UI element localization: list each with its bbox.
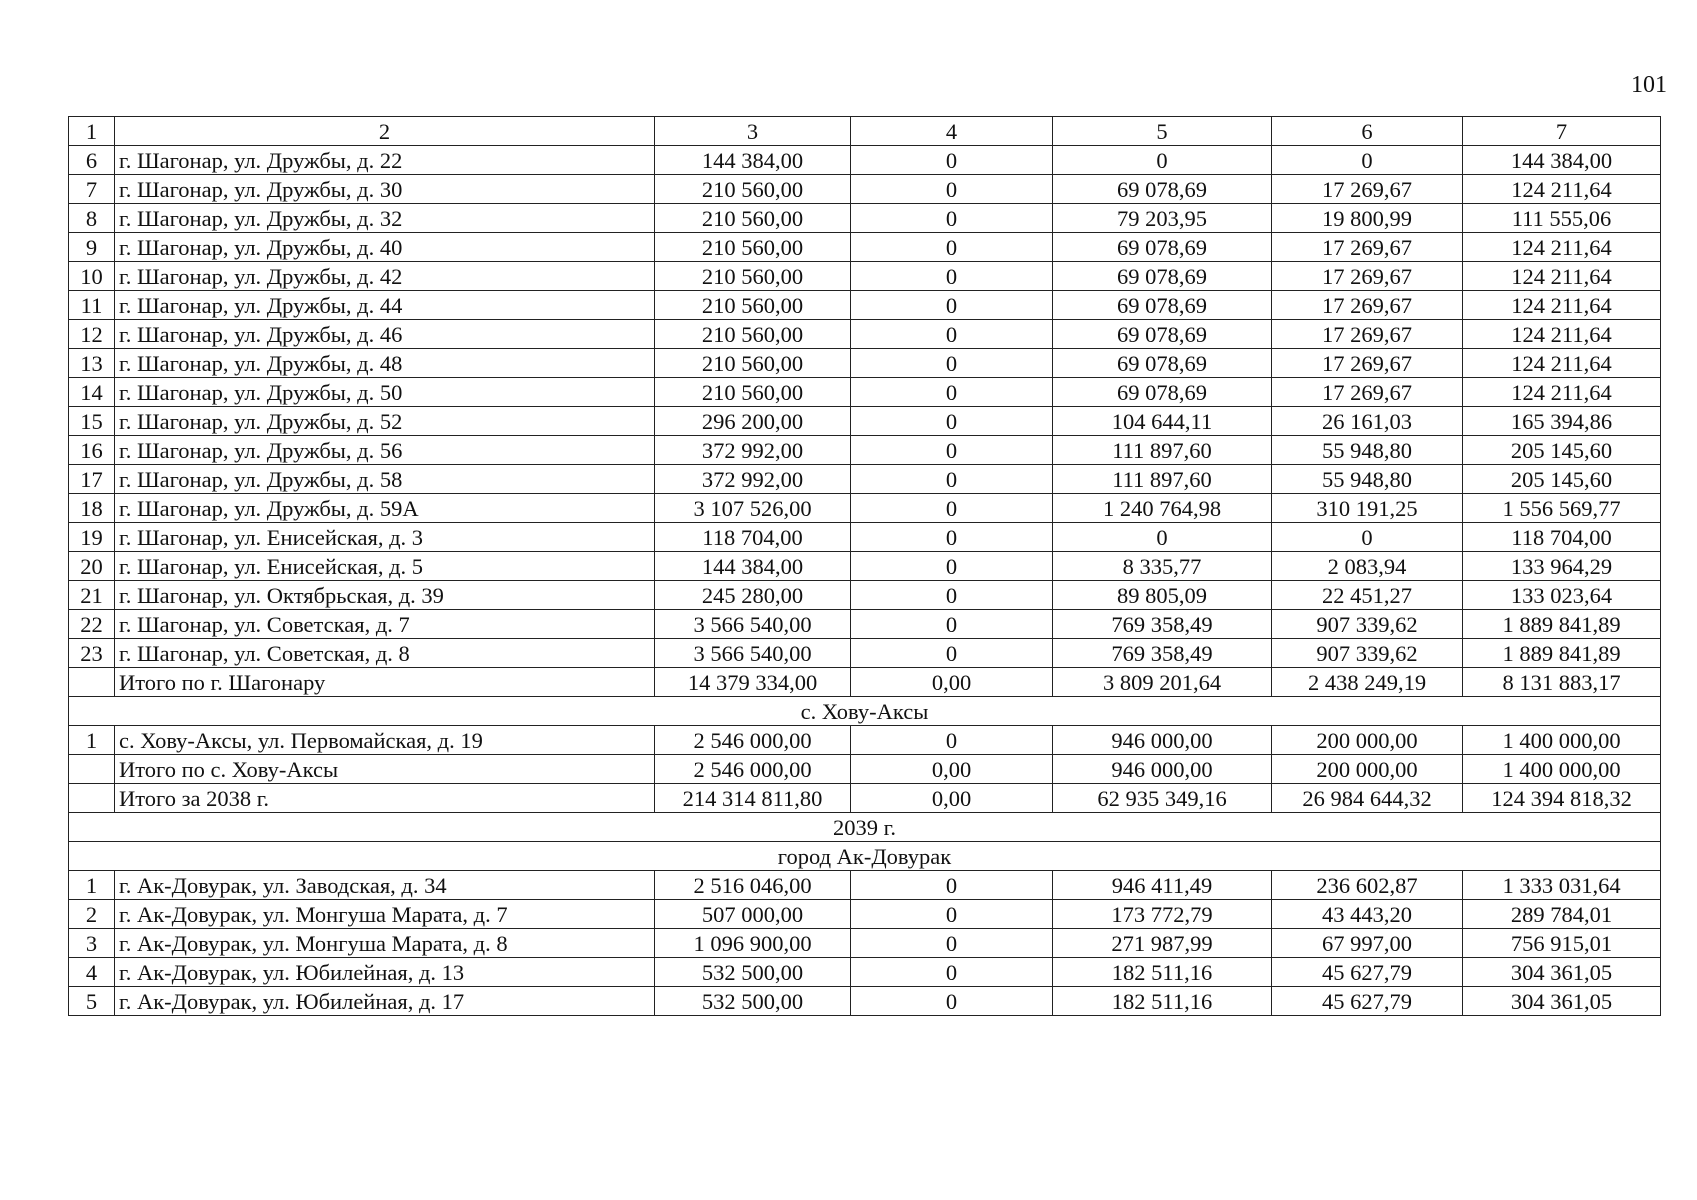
amount-cell: 17 269,67: [1272, 262, 1463, 291]
amount-cell: 1 556 569,77: [1463, 494, 1661, 523]
amount-cell: 0: [851, 146, 1053, 175]
amount-cell: 69 078,69: [1053, 262, 1272, 291]
amount-cell: 124 211,64: [1463, 233, 1661, 262]
table-row: [69, 639, 1661, 668]
amount-cell: 3 809 201,64: [1053, 668, 1272, 697]
amount-cell: 2 516 046,00: [655, 871, 851, 900]
amount-cell: 0,00: [851, 755, 1053, 784]
amount-cell: 0: [851, 958, 1053, 987]
table-row: [69, 262, 1661, 291]
address-cell: г. Шагонар, ул. Дружбы, д. 30: [115, 175, 655, 204]
amount-cell: 0: [851, 581, 1053, 610]
row-number-cell: 5: [69, 987, 115, 1016]
amount-cell: 133 964,29: [1463, 552, 1661, 581]
amount-cell: 0: [851, 523, 1053, 552]
address-cell: г. Шагонар, ул. Дружбы, д. 56: [115, 436, 655, 465]
amount-cell: 3 107 526,00: [655, 494, 851, 523]
table-row: [69, 349, 1661, 378]
row-number-cell: 18: [69, 494, 115, 523]
amount-cell: 118 704,00: [1463, 523, 1661, 552]
table-row: [69, 378, 1661, 407]
row-number-cell: 7: [69, 175, 115, 204]
amount-cell: 205 145,60: [1463, 465, 1661, 494]
amount-cell: 17 269,67: [1272, 320, 1463, 349]
amount-cell: 69 078,69: [1053, 378, 1272, 407]
amount-cell: 104 644,11: [1053, 407, 1272, 436]
amount-cell: 532 500,00: [655, 958, 851, 987]
amount-cell: 124 394 818,32: [1463, 784, 1661, 813]
amount-cell: 0: [1272, 146, 1463, 175]
amount-cell: 532 500,00: [655, 987, 851, 1016]
row-number-cell: [69, 755, 115, 784]
data-table: [68, 116, 1661, 1016]
row-number-cell: 20: [69, 552, 115, 581]
address-cell: г. Шагонар, ул. Советская, д. 8: [115, 639, 655, 668]
table-row: [69, 436, 1661, 465]
amount-cell: 26 161,03: [1272, 407, 1463, 436]
address-cell: Итого за 2038 г.: [115, 784, 655, 813]
amount-cell: 372 992,00: [655, 465, 851, 494]
amount-cell: 0: [851, 378, 1053, 407]
address-cell: Итого по с. Хову-Аксы: [115, 755, 655, 784]
amount-cell: 2 546 000,00: [655, 755, 851, 784]
amount-cell: 507 000,00: [655, 900, 851, 929]
amount-cell: 205 145,60: [1463, 436, 1661, 465]
amount-cell: 2 546 000,00: [655, 726, 851, 755]
amount-cell: 45 627,79: [1272, 987, 1463, 1016]
amount-cell: 144 384,00: [655, 146, 851, 175]
address-cell: г. Шагонар, ул. Енисейская, д. 5: [115, 552, 655, 581]
address-cell: г. Шагонар, ул. Октябрьская, д. 39: [115, 581, 655, 610]
row-number-cell: 19: [69, 523, 115, 552]
column-number-header: 6: [1272, 117, 1463, 146]
table-row: [69, 784, 1661, 813]
amount-cell: 0: [1053, 523, 1272, 552]
table-row: [69, 465, 1661, 494]
amount-cell: 0: [851, 291, 1053, 320]
row-number-cell: 16: [69, 436, 115, 465]
table-body: [69, 117, 1661, 1016]
amount-cell: 0: [851, 175, 1053, 204]
section-header-row: [69, 813, 1661, 842]
section-title: город Ак-Довурак: [69, 842, 1661, 871]
amount-cell: 0: [1272, 523, 1463, 552]
amount-cell: 0: [851, 639, 1053, 668]
amount-cell: 69 078,69: [1053, 349, 1272, 378]
amount-cell: 62 935 349,16: [1053, 784, 1272, 813]
amount-cell: 124 211,64: [1463, 349, 1661, 378]
amount-cell: 946 000,00: [1053, 755, 1272, 784]
page-number: 101: [1631, 72, 1667, 98]
table-row: [69, 407, 1661, 436]
row-number-cell: 6: [69, 146, 115, 175]
table-row: [69, 291, 1661, 320]
amount-cell: 69 078,69: [1053, 291, 1272, 320]
amount-cell: 1 240 764,98: [1053, 494, 1272, 523]
row-number-cell: 9: [69, 233, 115, 262]
amount-cell: 69 078,69: [1053, 233, 1272, 262]
column-number-header: 5: [1053, 117, 1272, 146]
amount-cell: 89 805,09: [1053, 581, 1272, 610]
amount-cell: 372 992,00: [655, 436, 851, 465]
amount-cell: 210 560,00: [655, 233, 851, 262]
amount-cell: 3 566 540,00: [655, 610, 851, 639]
row-number-cell: 2: [69, 900, 115, 929]
amount-cell: 2 438 249,19: [1272, 668, 1463, 697]
table-row: [69, 523, 1661, 552]
amount-cell: 0: [851, 204, 1053, 233]
amount-cell: 0: [851, 262, 1053, 291]
row-number-cell: 1: [69, 726, 115, 755]
row-number-cell: 12: [69, 320, 115, 349]
row-number-cell: 23: [69, 639, 115, 668]
amount-cell: 1 400 000,00: [1463, 726, 1661, 755]
amount-cell: 200 000,00: [1272, 726, 1463, 755]
row-number-cell: 15: [69, 407, 115, 436]
amount-cell: 124 211,64: [1463, 291, 1661, 320]
row-number-cell: 13: [69, 349, 115, 378]
amount-cell: 200 000,00: [1272, 755, 1463, 784]
amount-cell: 111 897,60: [1053, 465, 1272, 494]
address-cell: г. Ак-Довурак, ул. Юбилейная, д. 17: [115, 987, 655, 1016]
amount-cell: 19 800,99: [1272, 204, 1463, 233]
address-cell: с. Хову-Аксы, ул. Первомайская, д. 19: [115, 726, 655, 755]
row-number-cell: 11: [69, 291, 115, 320]
amount-cell: 111 555,06: [1463, 204, 1661, 233]
amount-cell: 310 191,25: [1272, 494, 1463, 523]
amount-cell: 0: [851, 233, 1053, 262]
amount-cell: 0: [851, 436, 1053, 465]
row-number-cell: 10: [69, 262, 115, 291]
address-cell: г. Шагонар, ул. Дружбы, д. 22: [115, 146, 655, 175]
amount-cell: 769 358,49: [1053, 639, 1272, 668]
amount-cell: 0: [851, 407, 1053, 436]
amount-cell: 0: [851, 465, 1053, 494]
address-cell: г. Шагонар, ул. Дружбы, д. 59А: [115, 494, 655, 523]
amount-cell: 111 897,60: [1053, 436, 1272, 465]
amount-cell: 304 361,05: [1463, 987, 1661, 1016]
amount-cell: 1 333 031,64: [1463, 871, 1661, 900]
address-cell: г. Шагонар, ул. Дружбы, д. 42: [115, 262, 655, 291]
amount-cell: 22 451,27: [1272, 581, 1463, 610]
table-header-row: [69, 117, 1661, 146]
table-row: [69, 755, 1661, 784]
address-cell: г. Шагонар, ул. Дружбы, д. 58: [115, 465, 655, 494]
amount-cell: 17 269,67: [1272, 378, 1463, 407]
section-title: 2039 г.: [69, 813, 1661, 842]
address-cell: г. Шагонар, ул. Дружбы, д. 46: [115, 320, 655, 349]
table-row: [69, 987, 1661, 1016]
address-cell: г. Ак-Довурак, ул. Юбилейная, д. 13: [115, 958, 655, 987]
row-number-cell: [69, 784, 115, 813]
table-row: [69, 175, 1661, 204]
amount-cell: 0,00: [851, 784, 1053, 813]
address-cell: г. Ак-Довурак, ул. Монгуша Марата, д. 7: [115, 900, 655, 929]
address-cell: г. Шагонар, ул. Енисейская, д. 3: [115, 523, 655, 552]
amount-cell: 124 211,64: [1463, 320, 1661, 349]
address-cell: г. Шагонар, ул. Дружбы, д. 44: [115, 291, 655, 320]
amount-cell: 182 511,16: [1053, 987, 1272, 1016]
amount-cell: 79 203,95: [1053, 204, 1272, 233]
amount-cell: 17 269,67: [1272, 233, 1463, 262]
amount-cell: 210 560,00: [655, 349, 851, 378]
amount-cell: 271 987,99: [1053, 929, 1272, 958]
amount-cell: 0: [851, 987, 1053, 1016]
amount-cell: 17 269,67: [1272, 175, 1463, 204]
table-row: [69, 552, 1661, 581]
table-row: [69, 958, 1661, 987]
amount-cell: 0: [1053, 146, 1272, 175]
address-cell: г. Ак-Довурак, ул. Монгуша Марата, д. 8: [115, 929, 655, 958]
amount-cell: 1 889 841,89: [1463, 639, 1661, 668]
amount-cell: 26 984 644,32: [1272, 784, 1463, 813]
column-number-header: 7: [1463, 117, 1661, 146]
column-number-header: 4: [851, 117, 1053, 146]
row-number-cell: 3: [69, 929, 115, 958]
amount-cell: 214 314 811,80: [655, 784, 851, 813]
amount-cell: 296 200,00: [655, 407, 851, 436]
amount-cell: 210 560,00: [655, 262, 851, 291]
row-number-cell: 17: [69, 465, 115, 494]
amount-cell: 3 566 540,00: [655, 639, 851, 668]
address-cell: г. Шагонар, ул. Дружбы, д. 48: [115, 349, 655, 378]
amount-cell: 0: [851, 320, 1053, 349]
address-cell: г. Шагонар, ул. Советская, д. 7: [115, 610, 655, 639]
table-row: [69, 320, 1661, 349]
amount-cell: 67 997,00: [1272, 929, 1463, 958]
column-number-header: 1: [69, 117, 115, 146]
address-cell: г. Шагонар, ул. Дружбы, д. 52: [115, 407, 655, 436]
address-cell: г. Шагонар, ул. Дружбы, д. 32: [115, 204, 655, 233]
section-header-row: [69, 842, 1661, 871]
amount-cell: 69 078,69: [1053, 320, 1272, 349]
amount-cell: 17 269,67: [1272, 349, 1463, 378]
table-row: [69, 233, 1661, 262]
amount-cell: 1 096 900,00: [655, 929, 851, 958]
row-number-cell: 1: [69, 871, 115, 900]
amount-cell: 769 358,49: [1053, 610, 1272, 639]
amount-cell: 8 131 883,17: [1463, 668, 1661, 697]
amount-cell: 289 784,01: [1463, 900, 1661, 929]
amount-cell: 0,00: [851, 668, 1053, 697]
amount-cell: 144 384,00: [1463, 146, 1661, 175]
amount-cell: 304 361,05: [1463, 958, 1661, 987]
row-number-cell: 4: [69, 958, 115, 987]
amount-cell: 182 511,16: [1053, 958, 1272, 987]
table-row: [69, 929, 1661, 958]
table-row: [69, 204, 1661, 233]
row-number-cell: 8: [69, 204, 115, 233]
address-cell: г. Шагонар, ул. Дружбы, д. 40: [115, 233, 655, 262]
table-row: [69, 871, 1661, 900]
column-number-header: 2: [115, 117, 655, 146]
amount-cell: 144 384,00: [655, 552, 851, 581]
amount-cell: 946 000,00: [1053, 726, 1272, 755]
section-title: с. Хову-Аксы: [69, 697, 1661, 726]
table-row: [69, 146, 1661, 175]
amount-cell: 0: [851, 494, 1053, 523]
amount-cell: 43 443,20: [1272, 900, 1463, 929]
amount-cell: 133 023,64: [1463, 581, 1661, 610]
amount-cell: 236 602,87: [1272, 871, 1463, 900]
table-row: [69, 900, 1661, 929]
amount-cell: 0: [851, 871, 1053, 900]
row-number-cell: 22: [69, 610, 115, 639]
amount-cell: 0: [851, 929, 1053, 958]
amount-cell: 0: [851, 900, 1053, 929]
amount-cell: 210 560,00: [655, 291, 851, 320]
amount-cell: 245 280,00: [655, 581, 851, 610]
row-number-cell: 21: [69, 581, 115, 610]
address-cell: г. Шагонар, ул. Дружбы, д. 50: [115, 378, 655, 407]
amount-cell: 14 379 334,00: [655, 668, 851, 697]
amount-cell: 0: [851, 552, 1053, 581]
amount-cell: 55 948,80: [1272, 465, 1463, 494]
amount-cell: 756 915,01: [1463, 929, 1661, 958]
row-number-cell: [69, 668, 115, 697]
amount-cell: 165 394,86: [1463, 407, 1661, 436]
amount-cell: 907 339,62: [1272, 639, 1463, 668]
amount-cell: 1 400 000,00: [1463, 755, 1661, 784]
amount-cell: 69 078,69: [1053, 175, 1272, 204]
table-row: [69, 494, 1661, 523]
amount-cell: 8 335,77: [1053, 552, 1272, 581]
amount-cell: 0: [851, 726, 1053, 755]
amount-cell: 1 889 841,89: [1463, 610, 1661, 639]
table-row: [69, 668, 1661, 697]
section-header-row: [69, 697, 1661, 726]
address-cell: Итого по г. Шагонару: [115, 668, 655, 697]
table-row: [69, 581, 1661, 610]
amount-cell: 2 083,94: [1272, 552, 1463, 581]
amount-cell: 210 560,00: [655, 204, 851, 233]
amount-cell: 124 211,64: [1463, 262, 1661, 291]
amount-cell: 124 211,64: [1463, 378, 1661, 407]
amount-cell: 0: [851, 349, 1053, 378]
amount-cell: 45 627,79: [1272, 958, 1463, 987]
amount-cell: 173 772,79: [1053, 900, 1272, 929]
amount-cell: 17 269,67: [1272, 291, 1463, 320]
amount-cell: 118 704,00: [655, 523, 851, 552]
amount-cell: 210 560,00: [655, 175, 851, 204]
table-row: [69, 726, 1661, 755]
column-number-header: 3: [655, 117, 851, 146]
address-cell: г. Ак-Довурак, ул. Заводская, д. 34: [115, 871, 655, 900]
amount-cell: 210 560,00: [655, 378, 851, 407]
amount-cell: 0: [851, 610, 1053, 639]
amount-cell: 55 948,80: [1272, 436, 1463, 465]
amount-cell: 124 211,64: [1463, 175, 1661, 204]
row-number-cell: 14: [69, 378, 115, 407]
table-row: [69, 610, 1661, 639]
amount-cell: 210 560,00: [655, 320, 851, 349]
amount-cell: 907 339,62: [1272, 610, 1463, 639]
amount-cell: 946 411,49: [1053, 871, 1272, 900]
